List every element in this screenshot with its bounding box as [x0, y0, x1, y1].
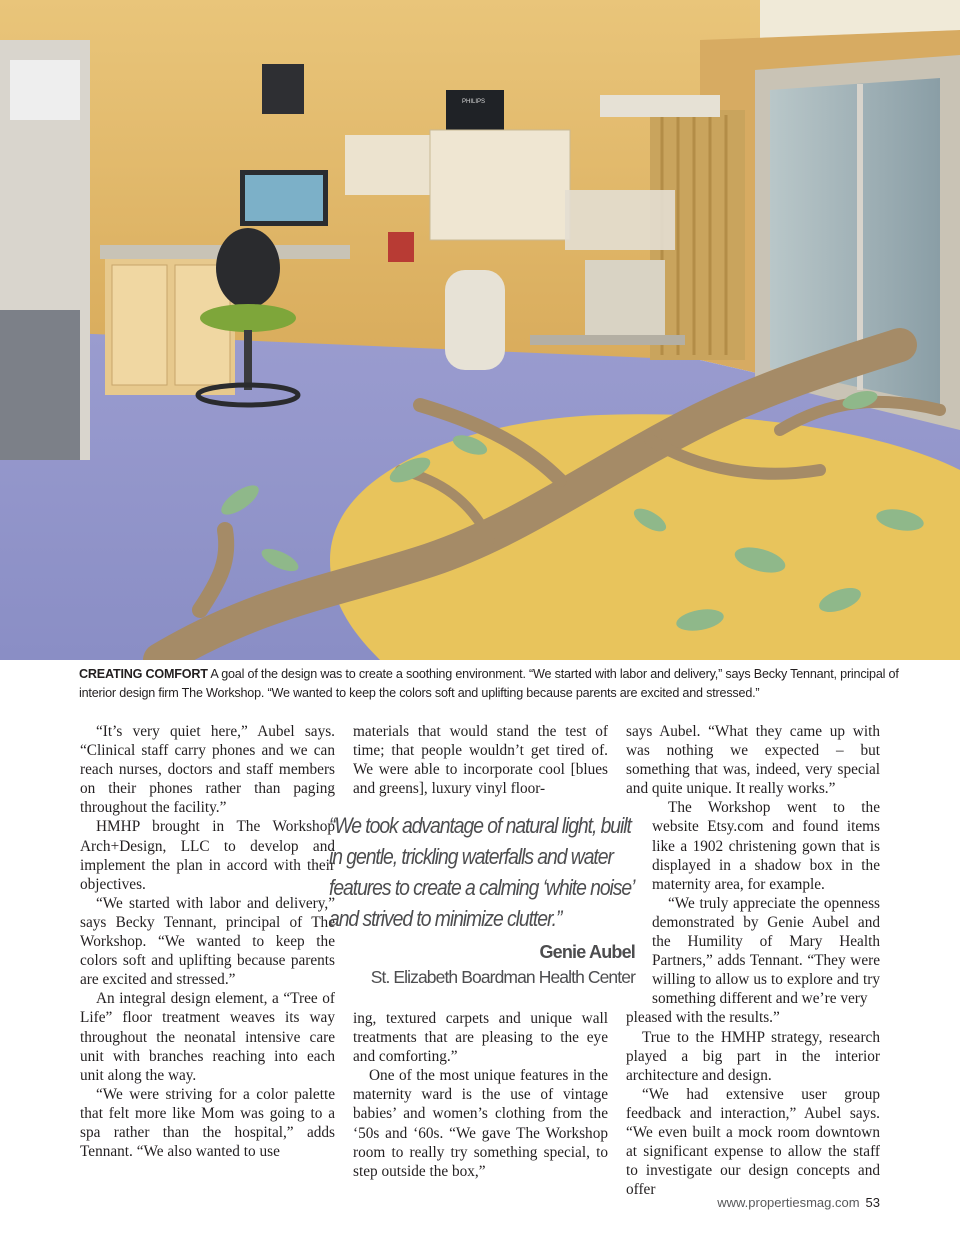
paragraph: “We had extensive user group feedback and interaction,” Aubel says. “We even built a mock room downtown at significant expense to allow the staff to investigate our design concepts and offer: [626, 1085, 880, 1199]
paragraph: pleased with the results.”: [626, 1009, 780, 1027]
pull-quote-org: St. Elizabeth Boardman Health Center: [370, 967, 635, 987]
footer-url: www.propertiesmag.com: [717, 1195, 860, 1210]
page-footer: [717, 1195, 880, 1210]
article-column-2-bottom: [353, 1009, 608, 1181]
paragraph: materials that would stand the test of time; that people wouldn’t get tired of. We were able to incorporate cool [blues and greens], luxury vinyl floor-: [353, 723, 608, 798]
article-column-1: [80, 722, 335, 1161]
page-number: 53: [865, 1195, 880, 1210]
pull-quote-name: Genie Aubel: [539, 942, 635, 962]
paragraph: One of the most unique features in the maternity ward is the use of vintage babies’ and women’s clothing from the ‘50s and ‘60s. “We gave The Workshop room to really try something special, to step outside the box,”: [353, 1067, 608, 1180]
paragraph: The Workshop went to the website Etsy.com and found items like a 1902 christening gown that is displayed in a shadow box in the maternity area, for example.: [652, 799, 880, 893]
article-column-2-top: [353, 722, 608, 798]
caption-text: A goal of the design was to create a soothing environment. “We started with labor and delivery,” says Becky Tennant, principal of interior design firm The Workshop. “We wanted to keep the colors soft and uplifting because parents are excited and stressed.”: [79, 667, 899, 700]
paragraph: “We were striving for a color palette that felt more like Mom was going to a spa rather than the hospital,” adds Tennant. “We also wanted to use: [80, 1085, 335, 1161]
caption-lead: CREATING COMFORT: [79, 667, 208, 681]
pull-quote-text: “We took advantage of natural light, built in gentle, trickling waterfalls and water features to create a calming ‘white noise’ and strived to minimize clutter.”: [329, 813, 634, 931]
paragraph: True to the HMHP strategy, research played a big part in the interior architecture and design.: [626, 1028, 880, 1084]
pull-quote: [329, 810, 635, 988]
paragraph: An integral design element, a “Tree of Life” floor treatment weaves its way throughout the neonatal intensive care unit with branches reaching into each unit along the way.: [80, 990, 335, 1084]
article-column-3: [626, 722, 880, 1199]
paragraph: “It’s very quiet here,” Aubel says. “Clinical staff carry phones and we can reach nurses, doctors and staff members on their phones rather than paging throughout the facility.”: [80, 723, 335, 817]
paragraph: ing, textured carpets and unique wall treatments that are pleasing to the eye and comforting.”: [353, 1010, 608, 1066]
paragraph: HMHP brought in The Workshop Arch+Design, LLC to develop and implement the plan in accord with their objectives.: [80, 818, 335, 893]
paragraph: “We truly appreciate the openness demonstrated by Genie Aubel and the Humility of Mary Health Partners,” adds Tennant. “They were willing to allow us to explore and try something different and we’re very: [652, 894, 880, 1008]
paragraph: “We started with labor and delivery,” says Becky Tennant, principal of The Workshop. “We wanted to keep the colors soft and uplifting because parents are excited and stressed.”: [80, 894, 335, 989]
shadow-box-inset: [652, 798, 880, 1008]
photo-caption: [79, 665, 899, 703]
monitor-brand-label: PHILIPS: [462, 99, 486, 105]
paragraph: says Aubel. “What they came up with was nothing we expected – but something that was, indeed, very special and quite unique. It really works.”: [626, 723, 880, 798]
